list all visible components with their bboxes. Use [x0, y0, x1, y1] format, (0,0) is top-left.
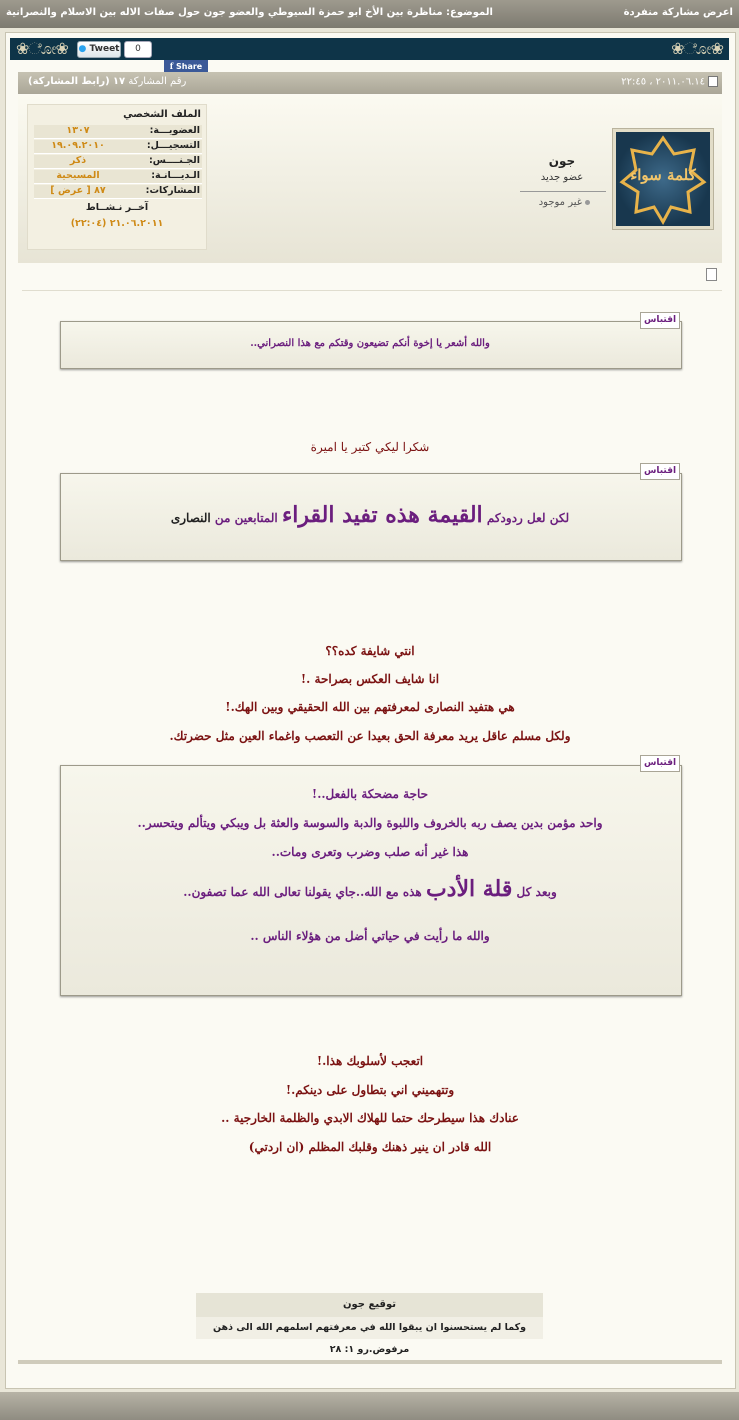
profile-key: المشاركات:	[145, 185, 200, 196]
facebook-share-button[interactable]	[164, 60, 208, 72]
profile-row-religion	[34, 170, 202, 184]
quote-text: حاجة مضحكة بالفعل..!	[311, 787, 429, 801]
signature-box	[196, 1293, 543, 1355]
quote-text-large: القيمة هذه تفيد القراء	[281, 502, 483, 528]
profile-value: ذكر	[69, 155, 87, 166]
top-bar	[0, 0, 739, 28]
quote-text-part: المتابعين من	[214, 511, 278, 525]
online-status	[520, 197, 590, 208]
profile-value: المسيحية	[56, 170, 100, 181]
ornament-icon: ❀ೋ❀	[16, 39, 68, 58]
reply-text: اتعجب لأسلوبك هذا.!	[316, 1054, 424, 1068]
profile-row-posts	[34, 185, 202, 199]
ornament-icon: ❀ೋ❀	[671, 39, 723, 58]
signature-text: وكما لم يستحسنوا ان يبقوا الله في معرفتهم اسلمهم الله الى ذهن مرفوض.رو ١: ٢٨	[196, 1317, 543, 1339]
post-permalink[interactable]: (رابط المشاركة)	[28, 76, 110, 87]
reply-text: هي هتفيد النصارى لمعرفتهم بين الله الحقيقي وبين الهك.!	[225, 700, 515, 714]
profile-value: ١٣٠٧	[66, 125, 90, 136]
online-status-text: غير موجود	[538, 197, 582, 208]
divider	[18, 1360, 722, 1364]
avatar[interactable]	[612, 128, 714, 230]
facebook-share-label: Share	[176, 62, 203, 71]
status-dot-icon	[585, 200, 590, 205]
reply-text: ولكل مسلم عاقل يريد معرفة الحق بعيدا عن التعصب واغماء العين مثل حضرتك.	[169, 729, 571, 743]
reply-text: شكرا ليكي كتير يا اميرة	[310, 440, 430, 454]
avatar-calligraphy: كلمة سواء	[630, 166, 696, 184]
tweet-count: 0	[124, 41, 152, 58]
post-date-text: ٢٠١١.٠٦.١٤ ، ٢٢:٤٥	[621, 76, 705, 88]
quote-label: اقتباس	[640, 312, 680, 329]
quote-text: والله ما رأيت في حياتي أضل من هؤلاء الناس ..	[250, 929, 490, 943]
quote-text: والله أشعر يا إخوة أنكم تضيعون وقتكم مع هذا النصراني..	[250, 338, 490, 349]
post-date	[621, 76, 718, 88]
profile-row-membership	[34, 125, 202, 139]
profile-key: التسجيـــل:	[146, 140, 200, 151]
last-activity-value: ٢١.٠٦.٢٠١١ (٢٢:٠٤)	[70, 218, 164, 229]
quote-text-large: قلة الأدب	[425, 876, 513, 902]
profile-value: ١٩.٠٩.٢٠١٠	[51, 140, 105, 151]
reply-text: الله قادر ان ينير ذهنك وقلبك المظلم (ان اردتي)	[248, 1140, 492, 1154]
quote-text	[60, 876, 680, 902]
reply-text: انتي شايفة كده؟؟	[325, 644, 415, 658]
profile-key: الـديـــانـة:	[151, 170, 200, 181]
quote-text	[60, 502, 680, 528]
profile-row-gender	[34, 155, 202, 169]
quote-label: اقتباس	[640, 463, 680, 480]
profile-key: العضويـــة:	[149, 125, 200, 136]
profile-row-registration	[34, 140, 202, 154]
reply-text: انا شايف العكس بصراحة .!	[300, 672, 440, 686]
facebook-icon: f	[169, 61, 174, 71]
post-number-label: رقم المشاركة	[128, 76, 187, 87]
post-number	[28, 76, 186, 87]
last-activity-label: آخــر نـشــاط	[85, 202, 149, 213]
divider	[22, 290, 722, 291]
document-icon	[708, 76, 718, 87]
quote-text-part: هذه مع الله..جاي يقولنا تعالى الله عما تصفون..	[183, 885, 422, 899]
quote-label: اقتباس	[640, 755, 680, 772]
tweet-button[interactable]	[77, 41, 121, 58]
post-icon	[706, 268, 717, 281]
quote-text: واحد مؤمن بدين يصف ربه بالخروف واللبوة والدبة والسوسة والعثة بل ويبكي ويتألم ويتحسر..	[137, 816, 603, 830]
view-single-post-link[interactable]: اعرض مشاركة منفردة	[623, 7, 733, 18]
reply-text: وتتهميني اني بتطاول على دينكم.!	[285, 1083, 455, 1097]
tweet-label: Tweet	[89, 44, 120, 54]
reply-text: عنادك هذا سيطرحك حتما للهلاك الابدي والظلمة الخارجية ..	[221, 1111, 519, 1125]
topic-title: الموضوع: مناظرة بين الأخ ابو حمزة السيوطي والعضو جون حول صفات الاله بين الاسلام والنصرانية	[6, 7, 493, 18]
quote-text: هذا غير أنه صلب وضرب وتعرى ومات..	[271, 845, 469, 859]
username-link[interactable]: جون	[548, 154, 576, 168]
view-posts-link[interactable]: ٨٧ [ عرض ]	[50, 185, 106, 196]
post-number-value: ١٧	[112, 76, 126, 87]
signature-title: توقيع جون	[196, 1293, 543, 1317]
user-title: عضو جديد	[540, 172, 584, 183]
post-header	[18, 72, 722, 94]
twitter-bird-icon: ●	[78, 44, 87, 54]
divider	[520, 191, 606, 192]
profile-key: الجـنــــس:	[148, 155, 200, 166]
quote-text-part: وبعد كل	[516, 885, 557, 899]
footer-bar	[0, 1392, 739, 1420]
profile-title: الملف الشخصي	[123, 109, 201, 120]
quote-text-part: لكن لعل ردودكم	[486, 511, 570, 525]
quote-text-part: النصارى	[170, 511, 211, 525]
